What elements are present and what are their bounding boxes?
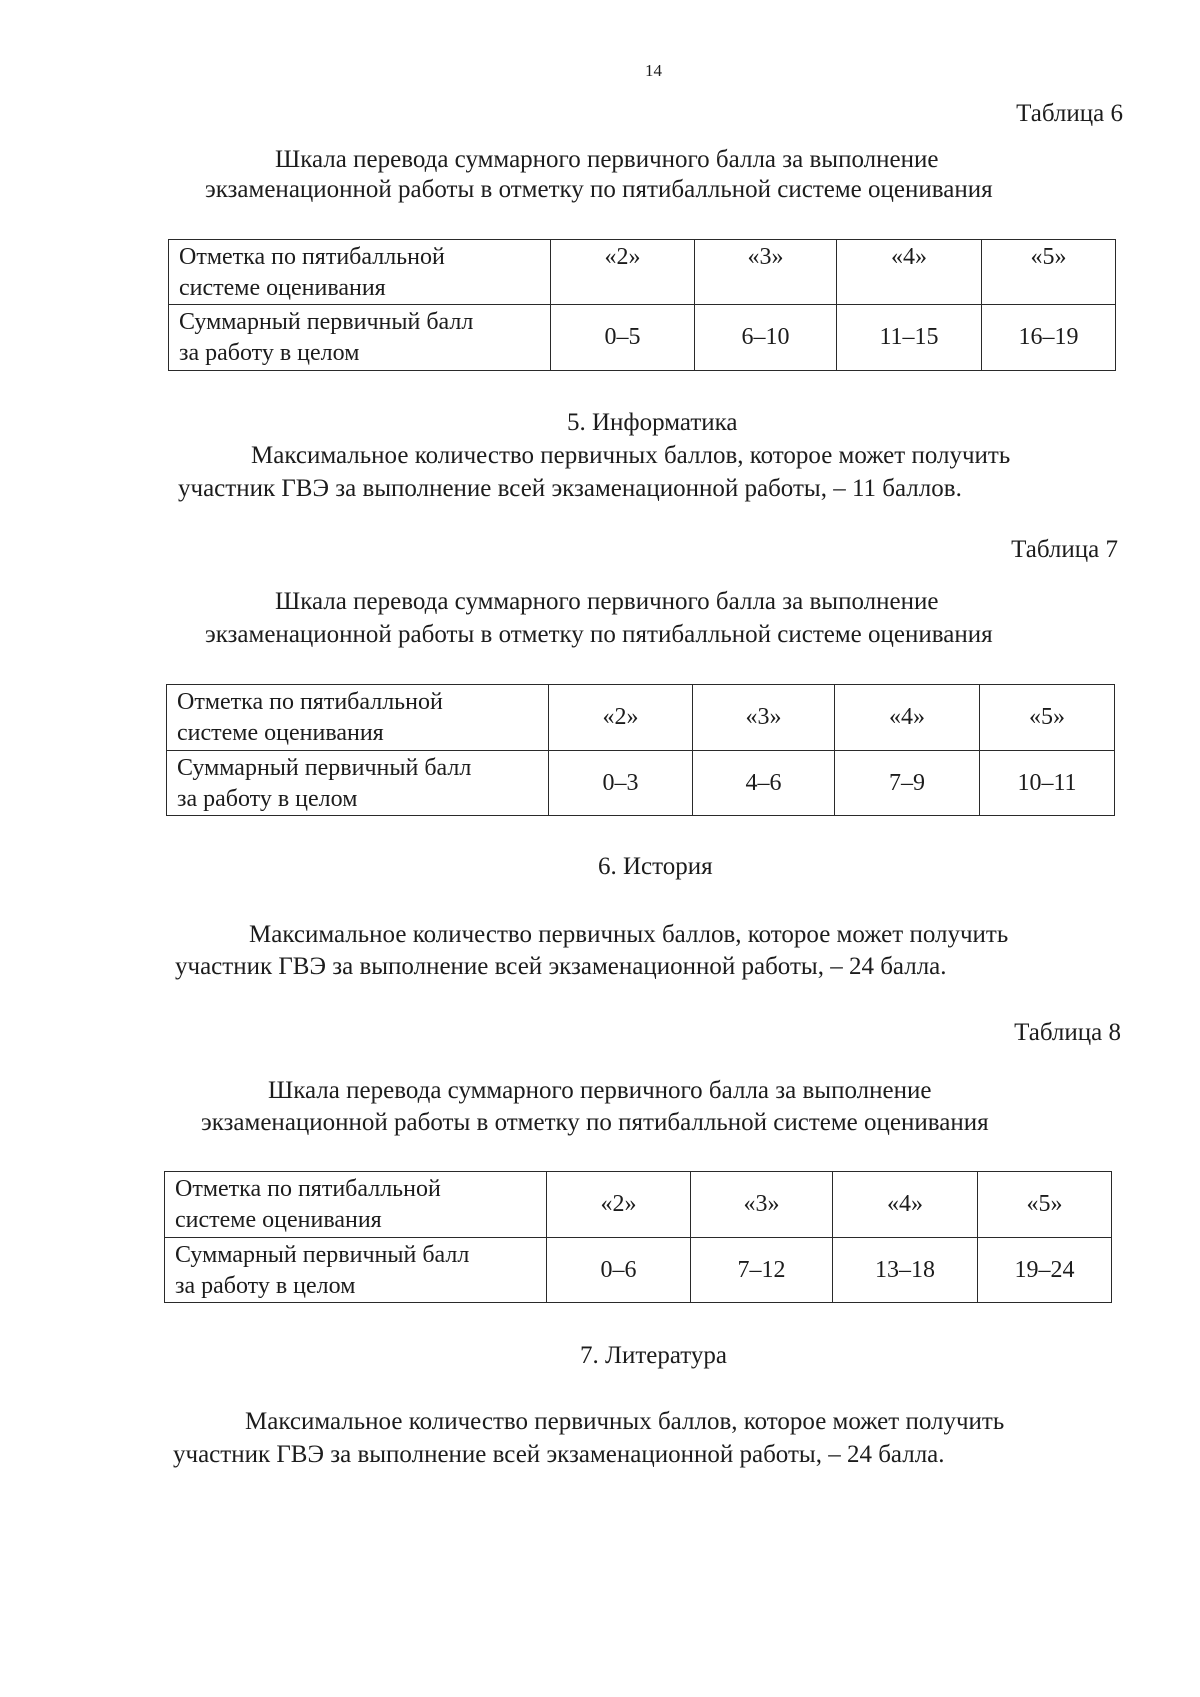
row-header-line: Отметка по пятибалльной	[175, 1176, 441, 1202]
table-6	[168, 239, 1116, 371]
page-number: 14	[645, 61, 662, 80]
table-8-caption-line1: Шкала перевода суммарного первичного балла за выполнение	[268, 1077, 932, 1104]
table-7-caption-line2: экзаменационной работы в отметку по пятибалльной системе оценивания	[205, 621, 993, 648]
table-6-caption-line1: Шкала перевода суммарного первичного балла за выполнение	[275, 146, 939, 173]
score-cell: 6–10	[695, 305, 837, 371]
paragraph-line: участник ГВЭ за выполнение всей экзаменационной работы, – 11 баллов.	[178, 475, 962, 502]
grade-cell: «2»	[549, 685, 693, 751]
row-header-line: за работу в целом	[179, 340, 360, 366]
table-row	[165, 1172, 1112, 1238]
row-header-grade	[167, 685, 549, 751]
table-row	[169, 305, 1116, 371]
row-header-line: Отметка по пятибалльной	[179, 244, 445, 270]
row-header-line: Суммарный первичный балл	[179, 309, 474, 335]
section-heading-history: 6. История	[598, 853, 713, 880]
table-8	[164, 1171, 1112, 1303]
score-cell: 7–12	[691, 1238, 833, 1303]
table-7-caption-line1: Шкала перевода суммарного первичного балла за выполнение	[275, 588, 939, 615]
row-header-grade	[169, 240, 551, 305]
row-header-line: Отметка по пятибалльной	[177, 689, 443, 715]
paragraph-line: Максимальное количество первичных баллов, которое может получить	[249, 921, 1009, 948]
section-heading-literature: 7. Литература	[580, 1342, 727, 1369]
score-cell: 4–6	[693, 751, 835, 816]
row-header-score	[167, 751, 549, 816]
section-heading-informatics: 5. Информатика	[567, 409, 738, 436]
row-header-line: Суммарный первичный балл	[175, 1242, 470, 1268]
table-row	[167, 751, 1115, 816]
table-7	[166, 684, 1115, 816]
table-row	[169, 240, 1116, 305]
score-cell: 0–6	[547, 1238, 691, 1303]
row-header-line: системе оценивания	[179, 275, 386, 301]
row-header-score	[169, 305, 551, 371]
grade-cell: «4»	[837, 240, 982, 305]
grade-cell: «5»	[980, 685, 1115, 751]
score-cell: 10–11	[980, 751, 1115, 816]
grade-cell: «4»	[835, 685, 980, 751]
paragraph-line: Максимальное количество первичных баллов, которое может получить	[251, 442, 1011, 469]
grade-cell: «2»	[551, 240, 695, 305]
score-cell: 19–24	[978, 1238, 1112, 1303]
grade-cell: «5»	[982, 240, 1116, 305]
table-row	[167, 685, 1115, 751]
grade-cell: «3»	[691, 1172, 833, 1238]
paragraph-line: участник ГВЭ за выполнение всей экзаменационной работы, – 24 балла.	[175, 953, 947, 980]
score-cell: 0–3	[549, 751, 693, 816]
paragraph-line: Максимальное количество первичных баллов, которое может получить	[245, 1408, 1005, 1435]
row-header-line: за работу в целом	[177, 786, 358, 812]
score-cell: 16–19	[982, 305, 1116, 371]
grade-cell: «3»	[693, 685, 835, 751]
grade-cell: «5»	[978, 1172, 1112, 1238]
row-header-line: за работу в целом	[175, 1273, 356, 1299]
table-label-7: Таблица 7	[1011, 536, 1118, 563]
score-cell: 11–15	[837, 305, 982, 371]
table-label-8: Таблица 8	[1014, 1019, 1121, 1046]
score-cell: 13–18	[833, 1238, 978, 1303]
table-row	[165, 1238, 1112, 1303]
table-6-caption-line2: экзаменационной работы в отметку по пятибалльной системе оценивания	[205, 176, 993, 203]
grade-cell: «4»	[833, 1172, 978, 1238]
table-8-caption-line2: экзаменационной работы в отметку по пятибалльной системе оценивания	[201, 1109, 989, 1136]
score-cell: 7–9	[835, 751, 980, 816]
row-header-line: системе оценивания	[177, 720, 384, 746]
grade-cell: «3»	[695, 240, 837, 305]
row-header-line: системе оценивания	[175, 1207, 382, 1233]
row-header-grade	[165, 1172, 547, 1238]
grade-cell: «2»	[547, 1172, 691, 1238]
paragraph-line: участник ГВЭ за выполнение всей экзаменационной работы, – 24 балла.	[173, 1441, 945, 1468]
score-cell: 0–5	[551, 305, 695, 371]
row-header-line: Суммарный первичный балл	[177, 755, 472, 781]
table-label-6: Таблица 6	[1016, 100, 1123, 127]
row-header-score	[165, 1238, 547, 1303]
